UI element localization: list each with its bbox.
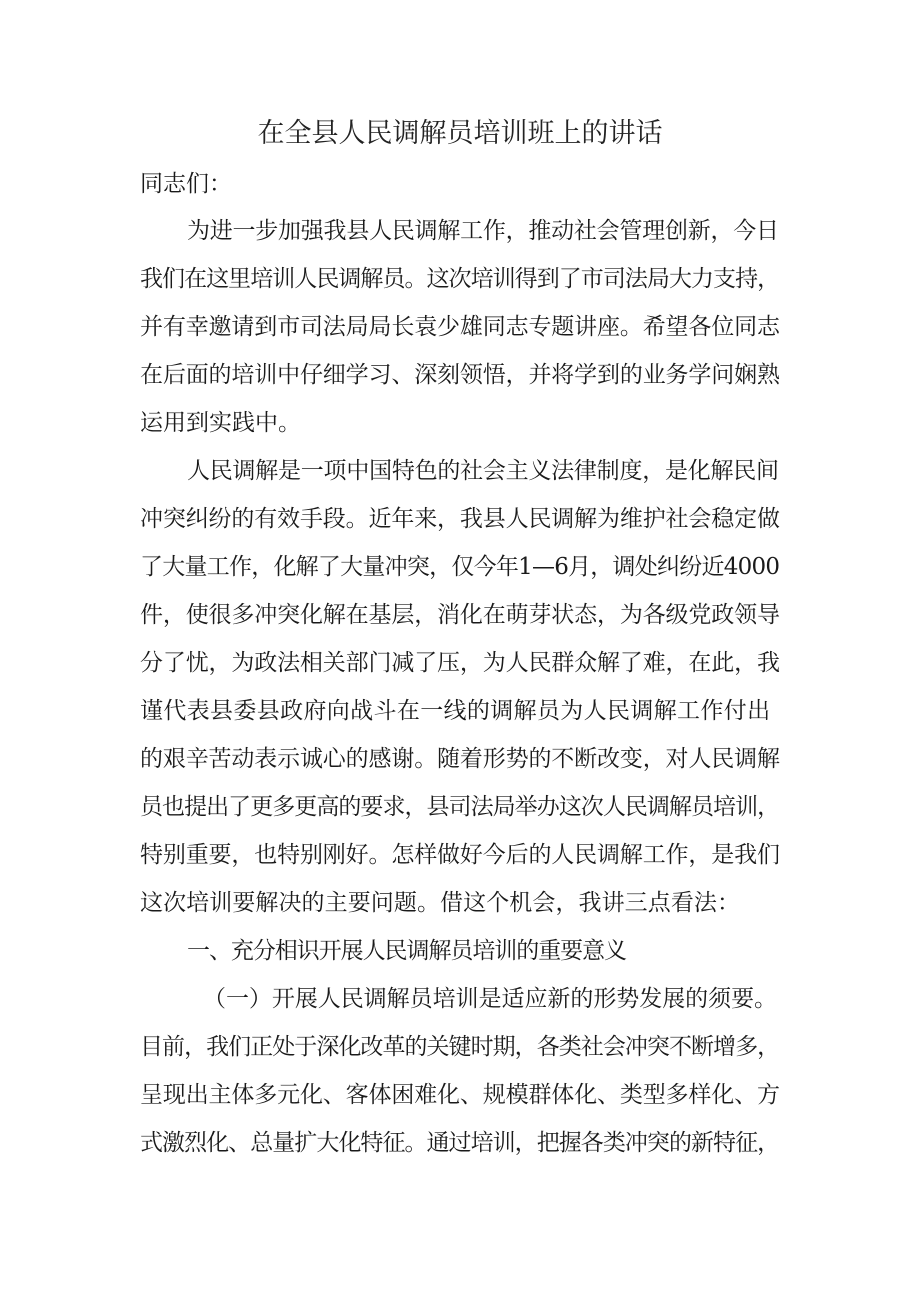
body-line: 运用到实践中。 <box>140 410 301 436</box>
body-line: 人民调解是一项中国特色的社会主义法律制度，是化解民间 <box>187 458 779 484</box>
salutation: 同志们： <box>140 171 232 197</box>
subsection-heading: （一）开展人民调解员培训是适应新的形势发展的须要。 <box>203 986 778 1012</box>
body-line: 我们在这里培训人民调解员。这次培训得到了市司法局大力支持， <box>140 266 780 292</box>
body-line: 的艰辛苦动表示诚心的感谢。随着形势的不断改变，对人民调解 <box>140 746 780 772</box>
body-line: 呈现出主体多元化、客体困难化、规模群体化、类型多样化、方 <box>140 1082 780 1108</box>
body-line: 这次培训要解决的主要问题。借这个机会，我讲三点看法： <box>140 890 741 916</box>
body-line: 在后面的培训中仔细学习、深刻领悟，并将学到的业务学问娴熟 <box>140 362 780 388</box>
body-line: 目前，我们正处于深化改革的关键时期，各类社会冲突不断增多， <box>140 1034 780 1060</box>
body-line: 特别重要，也特别刚好。怎样做好今后的人民调解工作，是我们 <box>140 842 780 868</box>
body-line: 为进一步加强我县人民调解工作，推动社会管理创新，今日 <box>187 218 779 244</box>
body-line: 冲突纠纷的有效手段。近年来，我县人民调解为维护社会稳定做 <box>140 506 780 532</box>
body-line: 式激烈化、总量扩大化特征。通过培训，把握各类冲突的新特征， <box>140 1130 780 1156</box>
body-line: 并有幸邀请到市司法局局长袁少雄同志专题讲座。希望各位同志 <box>140 314 780 340</box>
document-title: 在全县人民调解员培训班上的讲话 <box>257 118 663 149</box>
body-line: 了大量工作，化解了大量冲突，仅今年1—6月，调处纠纷近4000 <box>140 554 780 580</box>
body-line: 谨代表县委县政府向战斗在一线的调解员为人民调解工作付出 <box>140 698 771 724</box>
body-line: 员也提出了更多更高的要求，县司法局举办这次人民调解员培训， <box>140 794 780 820</box>
body-line: 件，使很多冲突化解在基层，消化在萌芽状态，为各级党政领导 <box>140 602 780 628</box>
section-heading: 一、充分相识开展人民调解员培训的重要意义 <box>187 938 627 964</box>
body-line: 分了忧，为政法相关部门减了压，为人民群众解了难，在此，我 <box>140 650 780 676</box>
